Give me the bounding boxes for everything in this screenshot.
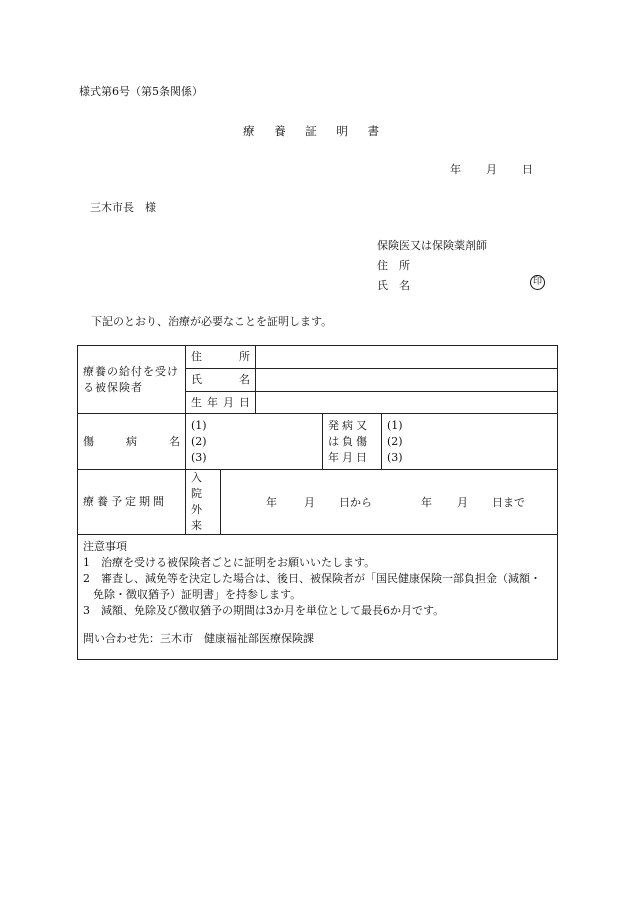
notes-heading: 注意事項 <box>83 540 127 553</box>
contact-info: 問い合わせ先：三木市 健康福祉部医療保険課 <box>83 632 314 645</box>
period-to-year: 年 <box>421 495 432 509</box>
certifier-role: 保険医又は保険薬剤師 <box>377 239 487 252</box>
inpatient-outpatient-label: 入院 外来 <box>186 470 221 535</box>
document-title: 療 養 証 明 書 <box>242 124 388 138</box>
certificate-table <box>77 345 558 660</box>
period-from-year: 年 <box>266 495 277 509</box>
onset-item: (3) <box>387 450 403 464</box>
period-to-month: 月 <box>457 495 468 509</box>
period-field[interactable] <box>221 470 558 535</box>
birth-label-cell <box>186 392 256 414</box>
period-range <box>221 481 557 524</box>
addressee: 三木市長 様 <box>90 201 156 214</box>
illness-item: (3) <box>191 450 207 464</box>
form-number: 様式第6号（第5条関係） <box>79 85 203 98</box>
illness-field[interactable] <box>186 414 323 470</box>
note-item: 1 治療を受ける被保険者ごとに証明をお願いいたします。 <box>83 556 376 569</box>
insured-label: 療養の給付を受ける被保険者 <box>78 346 186 414</box>
period-from-day: 日から <box>339 495 372 509</box>
onset-label: 発病又 は負傷 年月日 <box>323 414 382 470</box>
note-item: 3 減額、免除及び徴収猶予の期間は3か月を単位として最長6か月です。 <box>83 604 445 617</box>
name-field[interactable] <box>256 369 558 392</box>
period-label: 療養予定期間 <box>78 470 186 535</box>
onset-field[interactable] <box>382 414 558 470</box>
note-item-continued: 免除・徴収猶予）証明書」を持参します。 <box>93 588 302 601</box>
address-label: 住 所 <box>191 350 250 363</box>
onset-item: (1) <box>387 418 403 432</box>
date-year-label: 年 <box>450 163 461 176</box>
name-label-cell <box>186 369 256 392</box>
certifier-address-label: 住 所 <box>377 259 410 272</box>
seal-mark: 印 <box>530 275 545 290</box>
address-field[interactable] <box>256 346 558 369</box>
certification-statement: 下記のとおり、治療が必要なことを証明します。 <box>91 315 333 328</box>
address-label-cell <box>186 346 256 369</box>
certifier-block <box>377 236 487 296</box>
notes-section <box>78 535 558 660</box>
illness-item: (1) <box>191 418 207 432</box>
illness-label-cell <box>78 414 186 470</box>
name-label: 氏 名 <box>191 373 250 386</box>
illness-label: 傷 病 名 <box>83 434 180 448</box>
date-day-label: 日 <box>522 163 533 176</box>
birth-label: 生 年 月 日 <box>191 395 250 409</box>
illness-item: (2) <box>191 434 207 448</box>
certifier-name-label: 氏 名 <box>377 279 410 292</box>
birth-field[interactable] <box>256 392 558 414</box>
date-month-label: 月 <box>486 163 497 176</box>
onset-item: (2) <box>387 434 403 448</box>
period-from-month: 月 <box>304 495 315 509</box>
note-item: 2 審査し、減免等を決定した場合は、後日、被保険者が「国民健康保険一部負担金（減額・ <box>83 572 541 585</box>
period-to-day: 日まで <box>492 495 525 509</box>
